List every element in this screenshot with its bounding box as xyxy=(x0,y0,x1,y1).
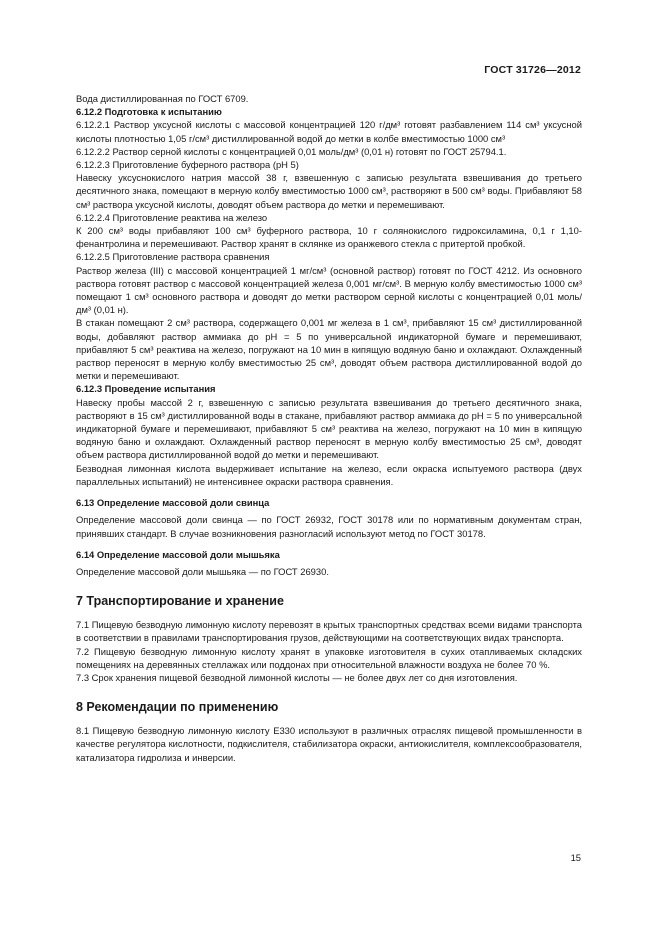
paragraph-8-1: 8.1 Пищевую безводную лимонную кислоту Е330 используют в различных отраслях пищевой промышленности в качестве регулятора кислотности, подкислителя, стабилизатора окраски, антиокислителя, комплексообразователя, катализатора гидролиза и инверсии. xyxy=(76,725,582,763)
document-standard-header: ГОСТ 31726—2012 xyxy=(484,64,581,76)
paragraph-7-1: 7.1 Пищевую безводную лимонную кислоту перевозят в крытых транспортных средствах всеми видами транспорта в соответствии в правилами транспортирования грузов, действующими на соответствующих видах транспорта. xyxy=(76,619,582,644)
subsection-6-12-3-heading: 6.12.3 Проведение испытания xyxy=(76,383,216,395)
page-number: 15 xyxy=(570,852,581,863)
subsection-6-13-heading: 6.13 Определение массовой доли свинца xyxy=(76,497,270,509)
subsection-6-12-2-heading: 6.12.2 Подготовка к испытанию xyxy=(76,106,222,118)
paragraph-6-12-2-2: 6.12.2.2 Раствор серной кислоты с концентрацией 0,01 моль/дм³ (0,01 н) готовят по ГОСТ 25794.1. xyxy=(76,145,507,157)
paragraph-6-12-2-1: 6.12.2.1 Раствор уксусной кислоты с массовой концентрацией 120 г/дм³ готовят разбавлением 114 см³ уксусной кислоты плотностью 1,05 г/см³ дистиллированной водой до метки в колбе вместимостью 1000 см³ xyxy=(76,119,582,144)
paragraph-6-12-2-5-body: Раствор железа (III) с массовой концентрацией 1 мг/см³ (основной раствор) готовят по ГОСТ 4212. Из основного раствора готовят раствор с массовой концентрацией железа 0,001 мг/см³. В мерную колбу вместимостью 1000 см³ помещают 1 см³ основного раствора и доводят до метки раствором серной кислоты с концентрацией 0,01 моль/дм³ (0,01 н). xyxy=(76,264,582,316)
paragraph-6-12-2-3-body: Навеску уксуснокислого натрия массой 38 г, взвешенную с записью результата взвешивания до третьего десятичного знака, помещают в мерную колбу вместимостью 1000 см³, растворяют в 500 см³ воды. Прибавляют 58 см³ раствора уксусной кислоты, доводят объем раствора до метки и перемешивают. xyxy=(76,172,582,210)
paragraph-6-12-2-3-heading: 6.12.2.3 Приготовление буферного раствора (рН 5) xyxy=(76,159,299,171)
paragraph-6-13-body: Определение массовой доли свинца — по ГОСТ 26932, ГОСТ 30178 или по нормативным документам стран, принявших стандарт. В случае возникновения разногласий используют метод по ГОСТ 30178. xyxy=(76,514,582,539)
paragraph-6-12-3-body-2: Безводная лимонная кислота выдерживает испытание на железо, если окраска испытуемого раствора (двух параллельных испытаний) не интенсивнее окраски раствора сравнения. xyxy=(76,462,582,487)
paragraph-7-2: 7.2 Пищевую безводную лимонную кислоту хранят в упаковке изготовителя в сухих отапливаемых складских помещениях на деревянных стеллажах или поддонах при относительной влажности воздуха не более 70 %. xyxy=(76,645,582,670)
document-body xyxy=(76,92,582,764)
paragraph-7-3: 7.3 Срок хранения пищевой безводной лимонной кислоты — не более двух лет со дня изготовления. xyxy=(76,671,518,683)
section-8-title: 8 Рекомендации по применению xyxy=(76,700,279,715)
paragraph-6-12-2-4-body: К 200 см³ воды прибавляют 100 см³ буферного раствора, 10 г солянокислого гидроксиламина, 0,1 г 1,10-фенантролина и перемешивают. Раствор хранят в склянке из оранжевого стекла с притертой пробкой. xyxy=(76,225,582,250)
paragraph-6-12-2-4-heading: 6.12.2.4 Приготовление реактива на железо xyxy=(76,211,268,223)
section-7-title: 7 Транспортирование и хранение xyxy=(76,594,284,609)
water-paragraph: Вода дистиллированная по ГОСТ 6709. xyxy=(76,93,249,104)
paragraph-6-14-body: Определение массовой доли мышьяка — по ГОСТ 26930. xyxy=(76,565,329,577)
subsection-6-14-heading: 6.14 Определение массовой доли мышьяка xyxy=(76,548,280,560)
paragraph-6-12-3-body: Навеску пробы массой 2 г, взвешенную с записью результата взвешивания до третьего десятичного знака, растворяют в 15 см³ дистиллированной воды в стакане, прибавляют раствор аммиака до рН = 5 по универсальной индикаторной бумаге и перемешивают, прибавляют 5 см³ реактива на железо, погружают на 10 мин в кипящую водяную баню и охлаждают. Охлажденный раствор переносят в мерную колбу вместимостью 25 см³, доводят объем раствора дистиллированной водой до метки и перемешивают. xyxy=(76,396,582,461)
paragraph-6-12-2-5-heading: 6.12.2.5 Приготовление раствора сравнения xyxy=(76,251,270,263)
paragraph-6-12-2-5-body-2: В стакан помещают 2 см³ раствора, содержащего 0,001 мг железа в 1 см³, прибавляют 15 см³ дистиллированной воды, добавляют раствор аммиака до рН = 5 по универсальной индикаторной бумаге и перемешивают, прибавляют 5 см³ реактива на железо, погружают на 10 мин в кипящую водяную баню и охлаждают. Охлажденный раствор переносят в мерную колбу вместимостью 25 см³, доводят объем раствора дистиллированной водой до метки и перемешивают. xyxy=(76,317,582,382)
